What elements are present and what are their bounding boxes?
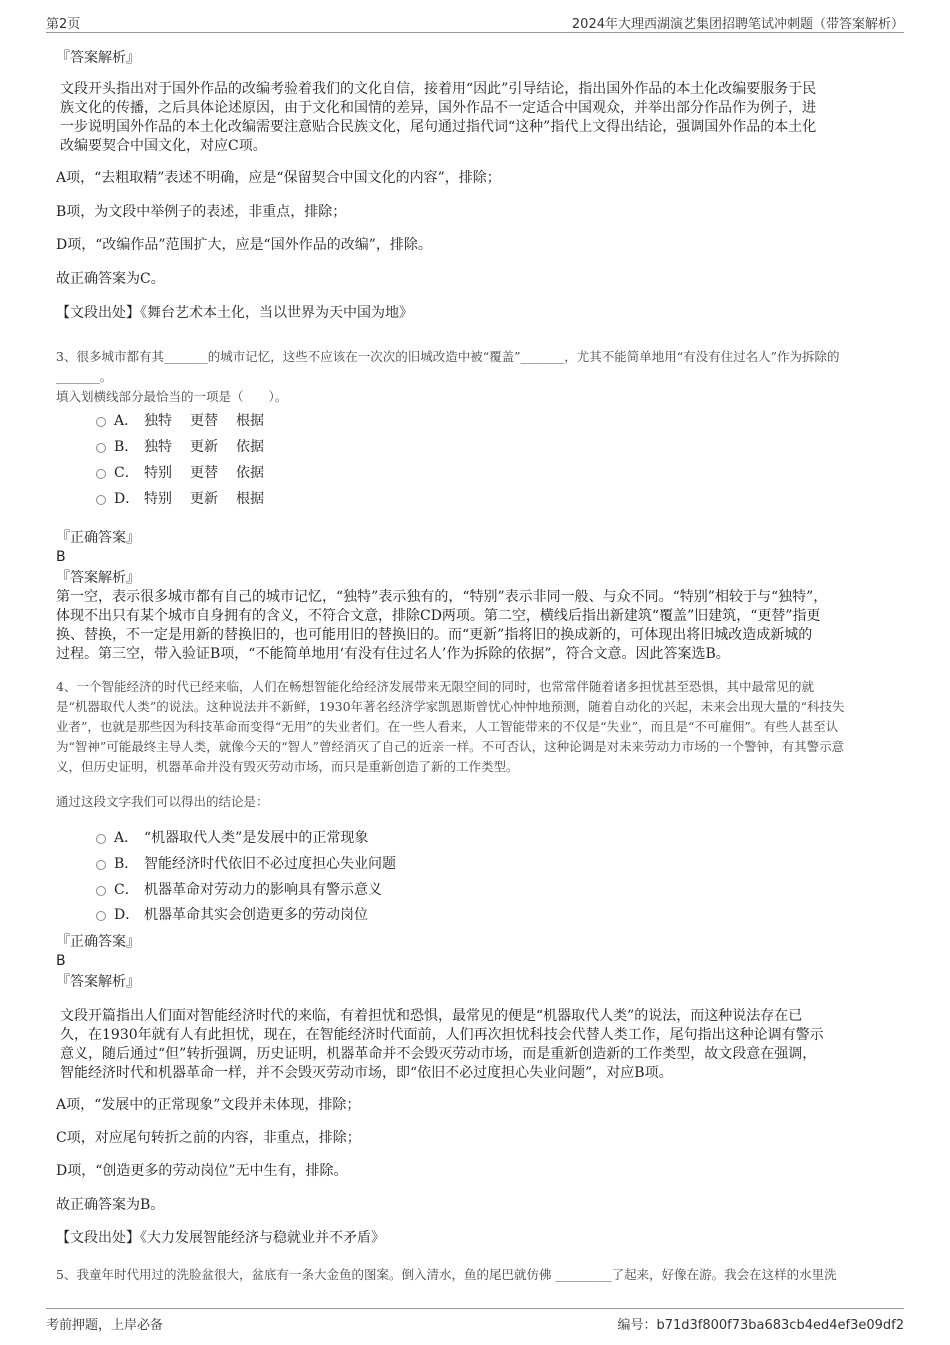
analysis-line: 智能经济时代和机器革命一样，并不会毁灭劳动市场，即“依旧不必过度担心失业问题”，对应B项。	[60, 1065, 673, 1081]
analysis-line: 体现不出只有某个城市自身拥有的含义，不符合文意，排除CD两项。第二空，横线后指出新建筑“覆盖”旧建筑，“更替”指更	[56, 608, 821, 624]
analysis-line: 过程。第三空，带入验证B项，“不能简单地用‘有没有住过名人’作为拆除的依据”，符合文意。因此答案选B。	[56, 646, 730, 662]
passage-source: 【文段出处】《舞台艺术本土化，当以世界为天中国为地》	[56, 305, 413, 321]
stem-line: 填入划横线部分最恰当的一项是（ ）。	[56, 389, 288, 404]
stem-line: 是“机器取代人类”的说法。这种说法并不新鲜，1930年著名经济学家凯恩斯曾忧心忡忡地预测，随着自动化的兴起，未来会出现大量的“科技失	[56, 699, 845, 714]
analysis-line: 久，在1930年就有人有此担忧，现在，在智能经济时代面前，人们再次担忧科技会代替人类工作，尾句指出这种论调有警示	[60, 1027, 824, 1043]
correct-answer: B	[56, 953, 66, 969]
option-note: A项，“发展中的正常现象”文段并未体现，排除；	[56, 1097, 361, 1113]
correct-answer-label: 『正确答案』	[56, 934, 140, 950]
stem-line: 义，但历史证明，机器革命并没有毁灭劳动市场，而只是重新创造了新的工作类型。	[56, 759, 519, 774]
question-4-option-d[interactable]: D． 机器革命其实会创造更多的劳动岗位	[96, 906, 368, 925]
question-3-option-a[interactable]: A． 独特 更替 根据	[96, 412, 282, 431]
correct-answer-label: 『正确答案』	[56, 530, 140, 546]
conclusion: 故正确答案为C。	[56, 271, 165, 287]
stem-line: 4、一个智能经济的时代已经来临，人们在畅想智能化给经济发展带来无限空间的同时，也常常伴随着诸多担忧甚至恐惧，其中最常见的就	[56, 679, 814, 694]
radio-icon[interactable]	[96, 886, 106, 896]
radio-icon[interactable]	[96, 469, 106, 479]
option-note: D项，“改编作品”范围扩大，应是“国外作品的改编”，排除。	[56, 237, 432, 253]
question-5-stem: 5、我童年时代用过的洗脸盆很大，盆底有一条大金鱼的图案。倒入清水，鱼的尾巴就仿佛 _________了起来，好像在游。我会在这样的水里洗	[56, 1267, 837, 1282]
radio-icon[interactable]	[96, 417, 106, 427]
correct-answer: B	[56, 549, 66, 565]
stem-line: _______。	[56, 369, 113, 384]
option-note: B项，为文段中举例子的表述，非重点，排除；	[56, 204, 347, 220]
question-4-prompt: 通过这段文字我们可以得出的结论是：	[56, 794, 269, 809]
stem-line: 为“智神”可能最终主导人类，就像今天的“智人”曾经消灭了自己的近亲一样。不可否认，这种论调是对未来劳动力市场的一个警钟，有其警示意	[56, 739, 845, 754]
option-note: D项，“创造更多的劳动岗位”无中生有，排除。	[56, 1163, 348, 1179]
page-number: 第2页	[46, 17, 81, 32]
analysis-line: 文段开篇指出人们面对智能经济时代的来临，有着担忧和恐惧，最常见的便是“机器取代人类”的说法，而这种说法存在已	[60, 1008, 803, 1024]
stem-line: 3、很多城市都有其_______的城市记忆，这些不应该在一次次的旧城改造中被“覆盖”_______，尤其不能简单地用“有没有住过名人”作为拆除的	[56, 349, 840, 364]
analysis-label: 『答案解析』	[56, 50, 140, 66]
page-footer	[46, 1308, 904, 1333]
option-note: A项，“去粗取精”表述不明确，应是“保留契合中国文化的内容”，排除；	[56, 170, 501, 186]
document-title: 2024年大理西湖演艺集团招聘笔试冲刺题（带答案解析）	[571, 17, 904, 32]
passage-source: 【文段出处】《大力发展智能经济与稳就业并不矛盾》	[56, 1230, 385, 1246]
analysis-line: 意义，随后通过“但”转折强调，历史证明，机器革命并不会毁灭劳动市场，而是重新创造新的工作类型，故文段意在强调，	[60, 1046, 817, 1062]
question-4-option-c[interactable]: C． 机器革命对劳动力的影响具有警示意义	[96, 881, 382, 900]
question-4-stem	[56, 677, 906, 777]
analysis-line: 第一空，表示很多城市都有自己的城市记忆，“独特”表示独有的，“特别”表示非同一般、与众不同。“特别”相较于与“独特”，	[56, 589, 828, 605]
question-4-option-b[interactable]: B． 智能经济时代依旧不必过度担心失业问题	[96, 855, 396, 874]
question-4-option-a[interactable]: A． “机器取代人类”是发展中的正常现象	[96, 829, 368, 848]
stem-line: 业者”，也就是那些因为科技革命而变得“无用”的失业者们。在一些人看来，人工智能带来的不仅是“失业”，而且是“不可雇佣”。有些人甚至认	[56, 719, 839, 734]
document-id: 编号：b71d3f800f73ba683cb4ed4ef3e09df2	[617, 1318, 904, 1333]
analysis-line: 族文化的传播，之后具体论述原因，由于文化和国情的差异，国外作品不一定适合中国观众，并举出部分作品作为例子，进	[60, 100, 816, 116]
question-3-option-b[interactable]: B． 独特 更新 依据	[96, 438, 282, 457]
footer-slogan: 考前押题，上岸必备	[46, 1318, 164, 1333]
option-note: C项，对应尾句转折之前的内容，非重点，排除；	[56, 1130, 361, 1146]
radio-icon[interactable]	[96, 834, 106, 844]
analysis-paragraph	[60, 1007, 890, 1083]
analysis-line: 一步说明国外作品的本土化改编需要注意贴合民族文化，尾句通过指代词“这种”指代上文得出结论，强调国外作品的本土化	[60, 119, 817, 135]
conclusion: 故正确答案为B。	[56, 1197, 165, 1213]
radio-icon[interactable]	[96, 911, 106, 921]
question-3-option-d[interactable]: D． 特别 更新 根据	[96, 490, 282, 509]
question-3-stem	[56, 347, 906, 407]
analysis-label: 『答案解析』	[56, 974, 140, 990]
analysis-line: 改编要契合中国文化，对应C项。	[60, 138, 267, 154]
radio-icon[interactable]	[96, 495, 106, 505]
page-header	[46, 10, 904, 33]
radio-icon[interactable]	[96, 860, 106, 870]
radio-icon[interactable]	[96, 443, 106, 453]
analysis-label: 『答案解析』	[56, 570, 140, 586]
analysis-paragraph	[56, 588, 886, 664]
analysis-line: 文段开头指出对于国外作品的改编考验着我们的文化自信，接着用“因此”引导结论，指出国外作品的本土化改编要服务于民	[60, 81, 817, 97]
analysis-paragraph	[60, 80, 890, 156]
analysis-line: 换、替换，不一定是用新的替换旧的，也可能用旧的替换旧的。而“更新”指将旧的换成新的，可体现出将旧城改造成新城的	[56, 627, 813, 643]
question-3-option-c[interactable]: C． 特别 更替 依据	[96, 464, 282, 483]
